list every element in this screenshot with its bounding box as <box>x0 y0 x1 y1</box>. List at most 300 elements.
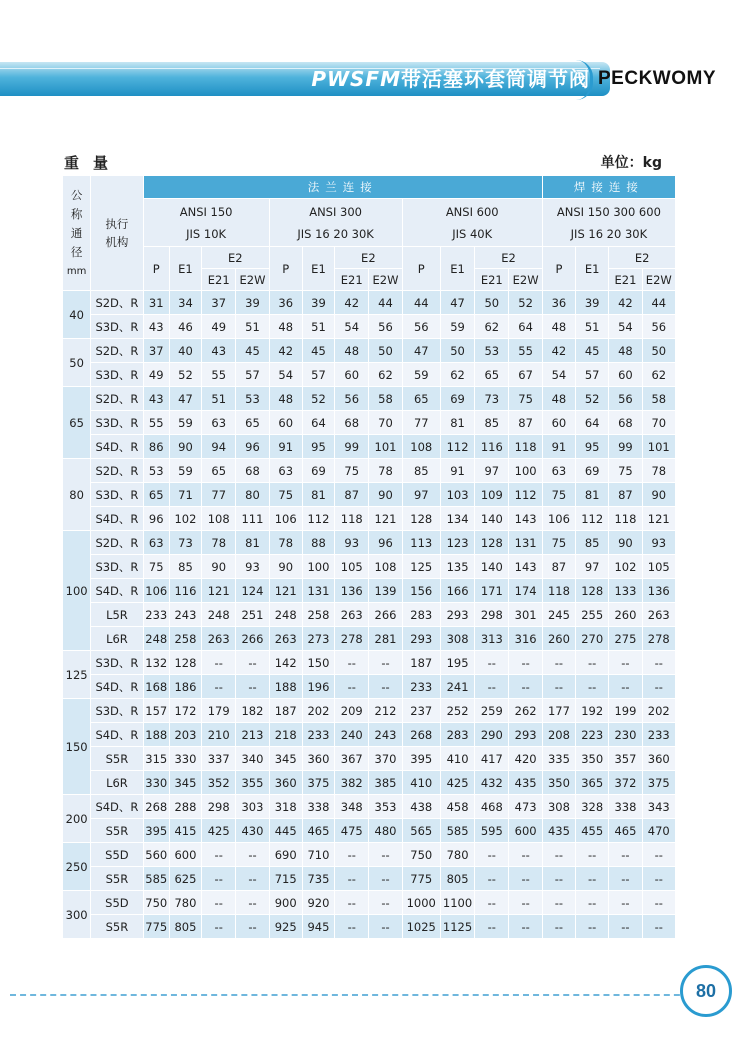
table-row <box>63 915 676 939</box>
weight-cell: 417 <box>475 747 509 771</box>
weight-cell: 70 <box>369 411 402 435</box>
weight-cell: 313 <box>475 627 509 651</box>
weight-cell: 42 <box>269 339 302 363</box>
weight-cell: 1100 <box>440 891 474 915</box>
weight-cell: 430 <box>236 819 269 843</box>
weight-cell: 96 <box>143 507 169 531</box>
weight-cell: 143 <box>509 555 542 579</box>
actuator-cell: S2D、R <box>91 459 143 483</box>
weight-cell: 750 <box>402 843 440 867</box>
weight-cell: -- <box>202 891 236 915</box>
weight-cell: 925 <box>269 915 302 939</box>
weight-cell: 213 <box>236 723 269 747</box>
weight-cell: 281 <box>369 627 402 651</box>
weight-cell: 140 <box>475 507 509 531</box>
weight-cell: -- <box>609 915 642 939</box>
weight-cell: 600 <box>509 819 542 843</box>
weight-cell: 69 <box>576 459 609 483</box>
weight-cell: 53 <box>236 387 269 411</box>
weight-cell: 255 <box>576 603 609 627</box>
weight-cell: 473 <box>509 795 542 819</box>
actuator-cell: S3D、R <box>91 363 143 387</box>
col-header-e21: E21 <box>475 269 509 291</box>
weight-cell: 42 <box>335 291 369 315</box>
weight-cell: 121 <box>642 507 675 531</box>
weight-cell: 97 <box>475 459 509 483</box>
dn-cell: 125 <box>63 651 91 699</box>
footer-dashed-line <box>10 994 700 996</box>
weight-cell: 465 <box>302 819 334 843</box>
weight-cell: 301 <box>509 603 542 627</box>
table-row <box>63 819 676 843</box>
dn-cell: 40 <box>63 291 91 339</box>
weight-cell: -- <box>542 867 575 891</box>
weight-cell: 64 <box>509 315 542 339</box>
weight-cell: 470 <box>642 819 675 843</box>
weight-cell: 75 <box>335 459 369 483</box>
weight-cell: 97 <box>402 483 440 507</box>
weight-cell: 283 <box>402 603 440 627</box>
weight-cell: 186 <box>169 675 201 699</box>
weight-cell: 241 <box>440 675 474 699</box>
weight-cell: 157 <box>143 699 169 723</box>
weight-cell: 251 <box>236 603 269 627</box>
weight-cell: 218 <box>269 723 302 747</box>
weight-cell: 62 <box>642 363 675 387</box>
weight-cell: 100 <box>302 555 334 579</box>
weight-cell: 94 <box>202 435 236 459</box>
weight-cell: 43 <box>143 387 169 411</box>
weight-cell: 303 <box>236 795 269 819</box>
actuator-cell: S4D、R <box>91 579 143 603</box>
weight-cell: 47 <box>169 387 201 411</box>
table-row <box>63 891 676 915</box>
weight-cell: 166 <box>440 579 474 603</box>
weight-cell: 62 <box>369 363 402 387</box>
weight-cell: 85 <box>402 459 440 483</box>
weight-cell: 65 <box>202 459 236 483</box>
weight-cell: 59 <box>169 411 201 435</box>
weight-cell: 52 <box>302 387 334 411</box>
weight-cell: 50 <box>440 339 474 363</box>
weight-cell: 90 <box>269 555 302 579</box>
weight-cell: 260 <box>542 627 575 651</box>
weight-cell: 338 <box>302 795 334 819</box>
weight-cell: 78 <box>369 459 402 483</box>
weight-cell: 343 <box>642 795 675 819</box>
weight-cell: 128 <box>402 507 440 531</box>
weight-cell: 96 <box>369 531 402 555</box>
weight-cell: 113 <box>402 531 440 555</box>
weight-cell: -- <box>369 651 402 675</box>
weight-cell: 139 <box>369 579 402 603</box>
weight-cell: 43 <box>202 339 236 363</box>
dn-cell: 50 <box>63 339 91 387</box>
col-header-e2w: E2W <box>369 269 402 291</box>
weight-cell: -- <box>576 891 609 915</box>
actuator-cell: S3D、R <box>91 315 143 339</box>
weight-cell: 395 <box>402 747 440 771</box>
weight-cell: 243 <box>369 723 402 747</box>
weight-cell: 54 <box>269 363 302 387</box>
weight-cell: -- <box>236 891 269 915</box>
weight-cell: 780 <box>169 891 201 915</box>
weight-cell: 45 <box>236 339 269 363</box>
weight-cell: 375 <box>642 771 675 795</box>
weight-cell: 710 <box>302 843 334 867</box>
weight-cell: 945 <box>302 915 334 939</box>
weight-cell: 91 <box>440 459 474 483</box>
weight-cell: 715 <box>269 867 302 891</box>
weight-cell: 70 <box>642 411 675 435</box>
weight-cell: 47 <box>440 291 474 315</box>
col-header-e21: E21 <box>202 269 236 291</box>
weight-cell: 203 <box>169 723 201 747</box>
weight-cell: 52 <box>509 291 542 315</box>
weight-cell: 87 <box>542 555 575 579</box>
weld-group-header: 焊接连接 <box>542 176 675 199</box>
weight-cell: 775 <box>402 867 440 891</box>
weight-cell: 91 <box>269 435 302 459</box>
weight-cell: 345 <box>169 771 201 795</box>
weight-cell: 63 <box>542 459 575 483</box>
weight-cell: 435 <box>542 819 575 843</box>
weight-cell: 73 <box>475 387 509 411</box>
weight-cell: 87 <box>509 411 542 435</box>
weight-cell: 121 <box>269 579 302 603</box>
weight-cell: 263 <box>269 627 302 651</box>
weight-cell: -- <box>642 651 675 675</box>
weight-cell: 288 <box>169 795 201 819</box>
weight-cell: 585 <box>143 867 169 891</box>
weight-cell: -- <box>609 891 642 915</box>
weight-cell: 480 <box>369 819 402 843</box>
weight-cell: 248 <box>269 603 302 627</box>
weight-cell: 90 <box>202 555 236 579</box>
weight-cell: 168 <box>143 675 169 699</box>
weight-cell: -- <box>609 867 642 891</box>
weight-cell: 101 <box>369 435 402 459</box>
weight-cell: 103 <box>440 483 474 507</box>
weight-cell: 243 <box>169 603 201 627</box>
actuator-cell: S2D、R <box>91 339 143 363</box>
weight-cell: 315 <box>143 747 169 771</box>
table-row <box>63 315 676 339</box>
weight-cell: 805 <box>440 867 474 891</box>
weight-cell: 60 <box>335 363 369 387</box>
table-row <box>63 555 676 579</box>
weight-cell: 273 <box>302 627 334 651</box>
weight-cell: 90 <box>642 483 675 507</box>
weight-cell: 435 <box>509 771 542 795</box>
weight-cell: -- <box>642 843 675 867</box>
weight-cell: 187 <box>269 699 302 723</box>
weight-cell: 73 <box>169 531 201 555</box>
weight-cell: 39 <box>302 291 334 315</box>
weight-cell: 49 <box>143 363 169 387</box>
weight-cell: 116 <box>475 435 509 459</box>
weight-cell: 237 <box>402 699 440 723</box>
weight-cell: 128 <box>475 531 509 555</box>
weight-cell: 80 <box>236 483 269 507</box>
weight-cell: 348 <box>335 795 369 819</box>
weight-cell: 121 <box>202 579 236 603</box>
weight-cell: 109 <box>475 483 509 507</box>
weight-cell: 337 <box>202 747 236 771</box>
weight-cell: 54 <box>609 315 642 339</box>
weight-cell: 266 <box>369 603 402 627</box>
weight-cell: 223 <box>576 723 609 747</box>
weight-cell: 1125 <box>440 915 474 939</box>
weight-cell: 88 <box>302 531 334 555</box>
weight-cell: 328 <box>576 795 609 819</box>
weight-cell: 112 <box>509 483 542 507</box>
weight-cell: -- <box>335 675 369 699</box>
weight-cell: 420 <box>509 747 542 771</box>
weight-cell: -- <box>202 867 236 891</box>
weight-cell: 55 <box>202 363 236 387</box>
weight-cell: 195 <box>440 651 474 675</box>
weight-cell: 370 <box>369 747 402 771</box>
col-header-e2: E2 <box>475 247 543 269</box>
weight-cell: 51 <box>202 387 236 411</box>
weight-cell: 266 <box>236 627 269 651</box>
weight-cell: 136 <box>642 579 675 603</box>
class-ansi150: ANSI 150 JIS 10K <box>143 199 269 247</box>
weight-cell: 59 <box>440 315 474 339</box>
weight-cell: 108 <box>369 555 402 579</box>
weight-cell: 50 <box>369 339 402 363</box>
weight-cell: 55 <box>143 411 169 435</box>
weight-cell: 920 <box>302 891 334 915</box>
weight-cell: 750 <box>143 891 169 915</box>
weight-cell: -- <box>202 915 236 939</box>
weight-cell: 475 <box>335 819 369 843</box>
class-ansi300: ANSI 300 JIS 16 20 30K <box>269 199 402 247</box>
weight-cell: 112 <box>302 507 334 531</box>
brand-logo: PECKWOMY <box>598 68 716 89</box>
weight-cell: 365 <box>576 771 609 795</box>
weight-cell: 93 <box>642 531 675 555</box>
weight-cell: 36 <box>542 291 575 315</box>
weight-cell: 59 <box>402 363 440 387</box>
weight-cell: 78 <box>642 459 675 483</box>
weight-cell: 37 <box>202 291 236 315</box>
weight-cell: 56 <box>335 387 369 411</box>
weight-cell: 455 <box>576 819 609 843</box>
weight-cell: 44 <box>402 291 440 315</box>
weight-cell: 188 <box>143 723 169 747</box>
col-header-p: P <box>143 247 169 291</box>
weight-cell: -- <box>475 891 509 915</box>
weight-cell: 123 <box>440 531 474 555</box>
weight-cell: -- <box>369 675 402 699</box>
weight-cell: 565 <box>402 819 440 843</box>
actuator-cell: S2D、R <box>91 291 143 315</box>
weight-cell: 375 <box>302 771 334 795</box>
weight-cell: 128 <box>169 651 201 675</box>
weight-cell: 112 <box>440 435 474 459</box>
weight-cell: 81 <box>440 411 474 435</box>
weight-cell: 124 <box>236 579 269 603</box>
actuator-cell: S5R <box>91 819 143 843</box>
weight-cell: 278 <box>335 627 369 651</box>
weight-cell: 56 <box>609 387 642 411</box>
weight-cell: 78 <box>269 531 302 555</box>
weight-cell: -- <box>236 915 269 939</box>
weight-cell: 172 <box>169 699 201 723</box>
table-row <box>63 483 676 507</box>
unit-label: 单位：kg <box>600 155 662 171</box>
weight-cell: 81 <box>236 531 269 555</box>
weight-cell: 735 <box>302 867 334 891</box>
weight-cell: 99 <box>335 435 369 459</box>
weight-cell: 53 <box>475 339 509 363</box>
weight-cell: -- <box>475 867 509 891</box>
weight-cell: 46 <box>169 315 201 339</box>
weight-cell: -- <box>202 843 236 867</box>
weight-cell: 105 <box>642 555 675 579</box>
weight-cell: -- <box>542 843 575 867</box>
weight-cell: 64 <box>302 411 334 435</box>
weight-cell: 51 <box>302 315 334 339</box>
weight-cell: 600 <box>169 843 201 867</box>
actuator-cell: S3D、R <box>91 651 143 675</box>
actuator-cell: S2D、R <box>91 531 143 555</box>
weight-cell: 108 <box>202 507 236 531</box>
weight-cell: 202 <box>642 699 675 723</box>
weight-cell: 58 <box>369 387 402 411</box>
weight-cell: 293 <box>440 603 474 627</box>
weight-cell: 105 <box>335 555 369 579</box>
weight-cell: 106 <box>269 507 302 531</box>
dn-cell: 80 <box>63 459 91 531</box>
actuator-cell: S4D、R <box>91 435 143 459</box>
weight-cell: 51 <box>576 315 609 339</box>
weight-cell: 192 <box>576 699 609 723</box>
col-header-e21: E21 <box>335 269 369 291</box>
weight-cell: 97 <box>576 555 609 579</box>
weight-cell: 410 <box>402 771 440 795</box>
weight-cell: 134 <box>440 507 474 531</box>
weight-cell: -- <box>509 891 542 915</box>
weight-cell: 63 <box>269 459 302 483</box>
weight-cell: 240 <box>335 723 369 747</box>
table-row <box>63 363 676 387</box>
weight-cell: 50 <box>642 339 675 363</box>
actuator-cell: S2D、R <box>91 387 143 411</box>
weight-cell: 58 <box>642 387 675 411</box>
weight-cell: 131 <box>509 531 542 555</box>
weight-cell: 438 <box>402 795 440 819</box>
weight-cell: 111 <box>236 507 269 531</box>
weight-cell: 52 <box>576 387 609 411</box>
table-row <box>63 795 676 819</box>
weight-cell: 99 <box>609 435 642 459</box>
weight-cell: 102 <box>609 555 642 579</box>
weight-cell: 102 <box>169 507 201 531</box>
col-header-e1: E1 <box>440 247 474 291</box>
weight-cell: 263 <box>642 603 675 627</box>
weight-cell: 372 <box>609 771 642 795</box>
weight-cell: -- <box>475 843 509 867</box>
weight-cell: 900 <box>269 891 302 915</box>
weight-cell: 290 <box>475 723 509 747</box>
weight-cell: 330 <box>143 771 169 795</box>
weight-cell: 71 <box>169 483 201 507</box>
weight-cell: -- <box>236 651 269 675</box>
weight-cell: -- <box>475 675 509 699</box>
weight-cell: 65 <box>143 483 169 507</box>
weight-cell: 298 <box>475 603 509 627</box>
weight-cell: 85 <box>169 555 201 579</box>
weight-cell: 48 <box>609 339 642 363</box>
table-row <box>63 507 676 531</box>
weight-cell: 382 <box>335 771 369 795</box>
weight-cell: 248 <box>143 627 169 651</box>
weight-cell: 316 <box>509 627 542 651</box>
weight-cell: 87 <box>609 483 642 507</box>
weight-cell: -- <box>509 675 542 699</box>
weight-cell: 77 <box>202 483 236 507</box>
weight-cell: -- <box>576 651 609 675</box>
weight-cell: 106 <box>143 579 169 603</box>
weight-cell: 196 <box>302 675 334 699</box>
dn-cell: 65 <box>63 387 91 459</box>
weight-cell: 202 <box>302 699 334 723</box>
weight-cell: 445 <box>269 819 302 843</box>
weight-cell: 245 <box>542 603 575 627</box>
weight-cell: -- <box>335 651 369 675</box>
weight-cell: 86 <box>143 435 169 459</box>
weight-cell: -- <box>542 891 575 915</box>
weight-cell: 142 <box>269 651 302 675</box>
weight-cell: 308 <box>542 795 575 819</box>
weight-cell: -- <box>236 843 269 867</box>
weight-cell: 39 <box>236 291 269 315</box>
table-row <box>63 627 676 651</box>
weight-cell: 252 <box>440 699 474 723</box>
actuator-cell: S4D、R <box>91 507 143 531</box>
weight-cell: 108 <box>402 435 440 459</box>
weight-cell: 210 <box>202 723 236 747</box>
table-row <box>63 699 676 723</box>
actuator-cell: S3D、R <box>91 555 143 579</box>
weight-cell: 128 <box>576 579 609 603</box>
weight-cell: 425 <box>440 771 474 795</box>
weight-cell: 40 <box>169 339 201 363</box>
weight-cell: -- <box>609 675 642 699</box>
class-ansi600: ANSI 600 JIS 40K <box>402 199 542 247</box>
weight-cell: 112 <box>576 507 609 531</box>
weight-cell: 179 <box>202 699 236 723</box>
col-header-e1: E1 <box>576 247 609 291</box>
weight-cell: 585 <box>440 819 474 843</box>
weight-cell: 230 <box>609 723 642 747</box>
weight-cell: -- <box>509 915 542 939</box>
weight-cell: 118 <box>609 507 642 531</box>
weight-cell: 69 <box>440 387 474 411</box>
weight-cell: 100 <box>509 459 542 483</box>
actuator-cell: S4D、R <box>91 795 143 819</box>
weight-cell: 425 <box>202 819 236 843</box>
table-row <box>63 579 676 603</box>
weight-cell: 385 <box>369 771 402 795</box>
weight-cell: 156 <box>402 579 440 603</box>
weight-cell: 262 <box>509 699 542 723</box>
weight-cell: 42 <box>609 291 642 315</box>
weight-cell: 182 <box>236 699 269 723</box>
